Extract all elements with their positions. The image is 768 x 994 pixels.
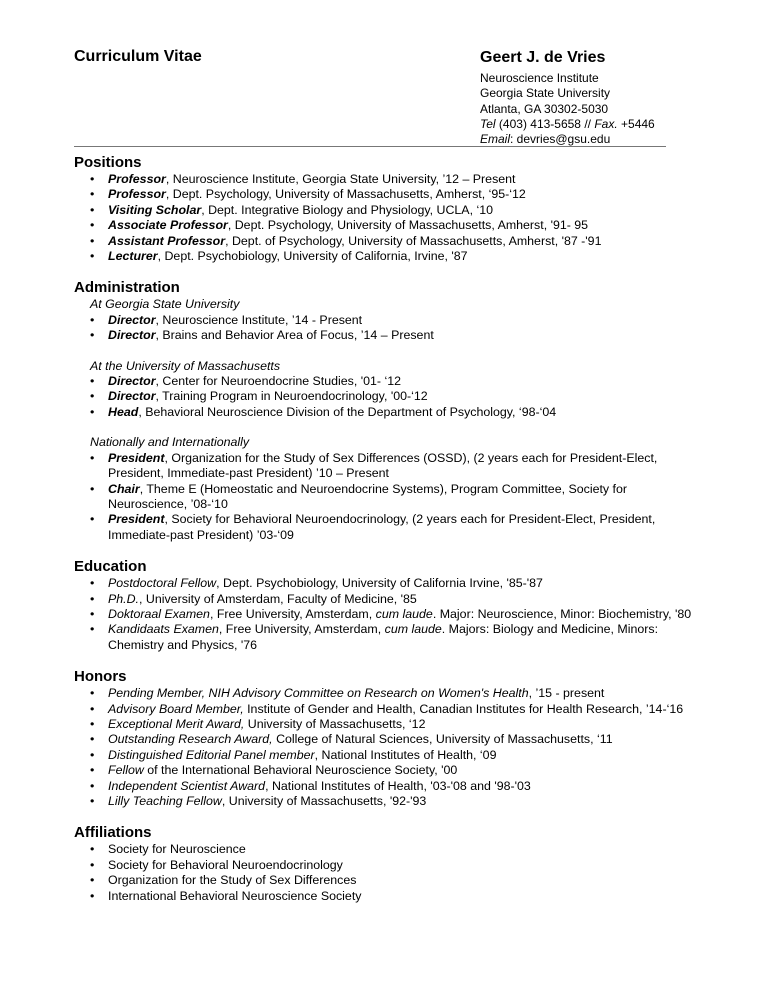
affiliation-item: • Society for Neuroscience [74, 842, 696, 857]
honors-section [74, 668, 696, 809]
education-major: . Major: Neuroscience, Minor: Biochemistry, '80 [432, 606, 692, 621]
position-item [74, 218, 696, 233]
position-role: Lecturer [108, 249, 158, 264]
education-item [74, 592, 696, 607]
administration-group-label: Nationally and Internationally [90, 435, 250, 450]
education-honor: cum laude [375, 606, 433, 621]
honor-detail: of the International Behavioral Neuroscience Society, '00 [143, 763, 458, 778]
affiliation-item: • Organization for the Study of Sex Differences [74, 873, 696, 888]
honor-award: Distinguished Editorial Panel member [108, 747, 315, 762]
education-detail: , University of Amsterdam, Faculty of Medicine, '85 [139, 591, 417, 606]
section-title: Administration [74, 279, 180, 297]
honor-award: Advisory Board Member, [108, 701, 244, 716]
administration-groups [74, 297, 696, 543]
position-detail: , Dept. Integrative Biology and Physiology, UCLA, ‘10 [201, 202, 493, 217]
contact-block [480, 48, 655, 147]
position-item [74, 234, 696, 249]
honor-item [74, 732, 696, 747]
honor-item [74, 763, 696, 778]
administration-item [74, 313, 696, 328]
address-line: Georgia State University [480, 86, 611, 101]
tel-value: (403) 413-5658 // [498, 116, 591, 131]
education-section [74, 558, 696, 653]
education-major: . Majors: Biology and Medicine, Minors: Chemistry and Physics, '76 [108, 622, 659, 652]
email-label: Email [480, 132, 511, 147]
affiliation-item: • International Behavioral Neuroscience Society [74, 889, 696, 904]
section-title: Affiliations [74, 824, 152, 842]
education-item [74, 622, 696, 653]
email-value[interactable]: : devries@gsu.edu [510, 132, 611, 147]
section-title: Education [74, 558, 147, 576]
address-line: Neuroscience Institute [480, 71, 599, 85]
education-degree: Ph.D. [108, 591, 139, 606]
honor-item [74, 717, 696, 732]
fax-label: Fax. [594, 116, 618, 131]
administration-detail: , Society for Behavioral Neuroendocrinology, (2 years each for President-Elect, President, Immediate-past President) ’03-‘09 [108, 512, 656, 542]
administration-item [74, 482, 696, 513]
administration-item [74, 512, 696, 543]
administration-role: President [108, 512, 165, 527]
administration-detail: , Organization for the Study of Sex Differences (OSSD), (2 years each for President-Elect, President, Immediate-past President) ’10 – Present [108, 450, 658, 481]
honor-item [74, 794, 696, 809]
education-honor: cum laude [384, 622, 442, 637]
administration-role: Chair [108, 481, 140, 496]
administration-detail: , Center for Neuroendocrine Studies, '01- ‘12 [155, 374, 402, 389]
positions-list [74, 172, 696, 264]
position-detail: , Dept. of Psychology, University of Massachusetts, Amherst, '87 -'91 [225, 233, 602, 248]
position-role: Professor [108, 187, 166, 202]
affiliations-list [74, 842, 696, 904]
position-detail: , Dept. Psychology, University of Massachusetts, Amherst, ‘95-‘12 [165, 187, 526, 202]
administration-role: Director [108, 389, 156, 404]
position-detail: , Neuroscience Institute, Georgia State University, ’12 – Present [165, 172, 516, 186]
honor-award: Pending Member, NIH Advisory Committee on Research on Women's Health [108, 686, 529, 701]
fax-value: +5446 [621, 116, 655, 131]
administration-role: Director [108, 374, 156, 389]
administration-section [74, 279, 696, 543]
honors-list [74, 686, 696, 809]
administration-item [74, 451, 696, 482]
document-title: Curriculum Vitae [74, 48, 202, 65]
position-role: Associate Professor [108, 218, 228, 233]
administration-role: President [108, 450, 165, 465]
honor-item [74, 779, 696, 794]
position-item [74, 203, 696, 218]
education-detail: , Free University, Amsterdam, [209, 606, 376, 621]
administration-role: Director [108, 328, 156, 343]
administration-role: Director [108, 312, 156, 327]
honor-detail: Institute of Gender and Health, Canadian Institutes for Health Research, ’14-‘16 [243, 701, 684, 716]
honor-detail: , University of Massachusetts, '92-'93 [221, 794, 427, 808]
administration-list [74, 374, 696, 420]
tel-label: Tel [480, 116, 496, 131]
honor-detail: , National Institutes of Health, '03-'08 and '98-'03 [265, 778, 531, 793]
position-item [74, 249, 696, 264]
administration-detail: , Behavioral Neuroscience Division of the Department of Psychology, ‘98-‘04 [138, 404, 557, 419]
honor-award: Fellow [108, 763, 144, 778]
honor-award: Independent Scientist Award [108, 778, 266, 793]
header-divider [74, 146, 666, 147]
administration-detail: , Theme E (Homeostatic and Neuroendocrine Systems), Program Committee, Society for Neuroscience, ’08-‘10 [108, 481, 628, 511]
administration-detail: , Brains and Behavior Area of Focus, ’14 – Present [155, 328, 434, 343]
honor-detail: University of Massachusetts, ‘12 [244, 716, 426, 731]
positions-section [74, 154, 696, 264]
administration-item [74, 405, 696, 420]
phone-line [480, 117, 655, 132]
administration-group-label: At Georgia State University [90, 297, 240, 312]
administration-detail: , Neuroscience Institute, ’14 - Present [155, 312, 363, 327]
honor-item [74, 748, 696, 763]
honor-award: Outstanding Research Award, [108, 732, 273, 747]
education-list [74, 576, 696, 653]
honor-item [74, 686, 696, 701]
position-detail: , Dept. Psychology, University of Massachusetts, Amherst, '91- 95 [227, 218, 589, 233]
education-degree: Kandidaats Examen [108, 622, 219, 637]
honor-detail: , National Institutes of Health, ‘09 [314, 747, 497, 762]
position-item [74, 172, 696, 187]
section-title: Positions [74, 154, 142, 171]
honor-award: Exceptional Merit Award, [108, 716, 245, 731]
honor-item [74, 702, 696, 717]
administration-item [74, 328, 696, 343]
position-role: Professor [108, 172, 166, 186]
education-degree: Doktoraal Examen [108, 606, 210, 621]
author-name: Geert J. de Vries [480, 49, 606, 66]
position-role: Assistant Professor [108, 233, 226, 248]
affiliations-section [74, 824, 696, 904]
education-item [74, 576, 696, 591]
education-detail: , Dept. Psychobiology, University of California Irvine, '85-'87 [216, 576, 543, 591]
position-item [74, 187, 696, 202]
administration-role: Head [108, 404, 139, 419]
administration-list [74, 313, 696, 344]
administration-item [74, 374, 696, 389]
honor-detail: , ’15 - present [528, 686, 605, 701]
cv-header [74, 48, 696, 147]
honor-award: Lilly Teaching Fellow [108, 794, 222, 808]
administration-item [74, 389, 696, 404]
honor-detail: College of Natural Sciences, University of Massachusetts, ‘11 [272, 732, 613, 747]
administration-group-label: At the University of Massachusetts [90, 358, 281, 373]
administration-list [74, 451, 696, 543]
position-role: Visiting Scholar [108, 202, 202, 217]
education-degree: Postdoctoral Fellow [108, 576, 217, 591]
affiliation-item: • Society for Behavioral Neuroendocrinology [74, 858, 696, 873]
address-line: Atlanta, GA 30302-5030 [480, 101, 609, 116]
education-item [74, 607, 696, 622]
education-detail: , Free University, Amsterdam, [218, 622, 385, 637]
administration-detail: , Training Program in Neuroendocrinology, '00-‘12 [155, 389, 428, 404]
section-title: Honors [74, 668, 127, 686]
position-detail: , Dept. Psychobiology, University of California, Irvine, '87 [157, 249, 468, 264]
cv-page [74, 48, 696, 904]
